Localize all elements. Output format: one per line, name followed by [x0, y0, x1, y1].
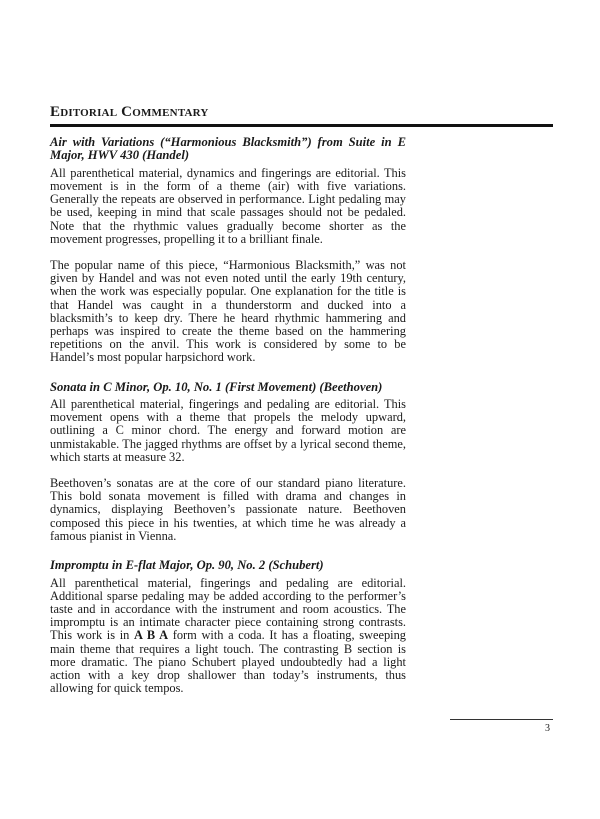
section-title: Air with Variations (“Harmonious Blacksmith”) from Suite in E Major, HWV 430 (Handel) [50, 135, 406, 163]
paragraph: The popular name of this piece, “Harmonious Blacksmith,” was not given by Handel and was not even noted until the early 19th century, when the work was especially popular. One explanation for the title is that Handel was caught in a thunderstorm and ducked into a blacksmith’s to keep dry. There he heard rhythmic hammering and perhaps was inspired to create the theme based on the hammering repetitions on the anvil. This work is considered by some to be Handel’s most popular harpsichord work. [50, 258, 406, 365]
paragraph: All parenthetical material, fingerings and pedaling are editorial. This movement opens with a theme that propels the melody upward, outlining a C minor chord. The energy and forward motion are unmistakable. The jagged rhythms are offset by a lyrical second theme, which starts at measure 32. [50, 397, 406, 464]
paragraph: All parenthetical material, dynamics and fingerings are editorial. This movement is in the form of a theme (air) with five variations. Generally the repeats are observed in performance. Light pedaling may be used, keeping in mind that scale passages should not be pedaled. Note that the rhythmic values gradually become shorter as the movement progresses, propelling it to a brilliant finale. [50, 165, 406, 246]
heading-rule [50, 124, 553, 127]
section-schubert [50, 559, 406, 695]
text: All parenthetical material, fingerings and pedaling are editorial. Additional sparse pedaling may be added according to the performer’s taste and in accordance with the instrument and room acoustics. The impromptu is an intimate character piece containing strong contrasts. This work is in [50, 575, 406, 643]
page-heading: Editorial Commentary [50, 104, 209, 120]
section-title: Impromptu in E-flat Major, Op. 90, No. 2 (Schubert) [50, 558, 324, 573]
section-handel [50, 136, 406, 365]
footer-rule [450, 719, 553, 720]
paragraph: Beethoven’s sonatas are at the core of our standard piano literature. This bold sonata movement is filled with drama and changes in dynamics, displaying Beethoven’s passionate nature. Beethoven composed this piece in his twenties, at which time he was already a famous pianist in Vienna. [50, 476, 406, 543]
page-footer [50, 719, 553, 739]
section-title: Sonata in C Minor, Op. 10, No. 1 (First Movement) (Beethoven) [50, 379, 383, 394]
section-beethoven [50, 381, 406, 543]
text: form with a coda. It has a floating, sweeping main theme that requires a light touch. The contrasting B section is more dramatic. The piano Schubert played undoubtedly had a light action with a key drop shallower than today’s instruments, thus allowing for quick tempos. [50, 628, 406, 696]
page-number: 3 [545, 723, 550, 735]
form-label: A B A [133, 628, 169, 643]
paragraph [50, 577, 406, 696]
